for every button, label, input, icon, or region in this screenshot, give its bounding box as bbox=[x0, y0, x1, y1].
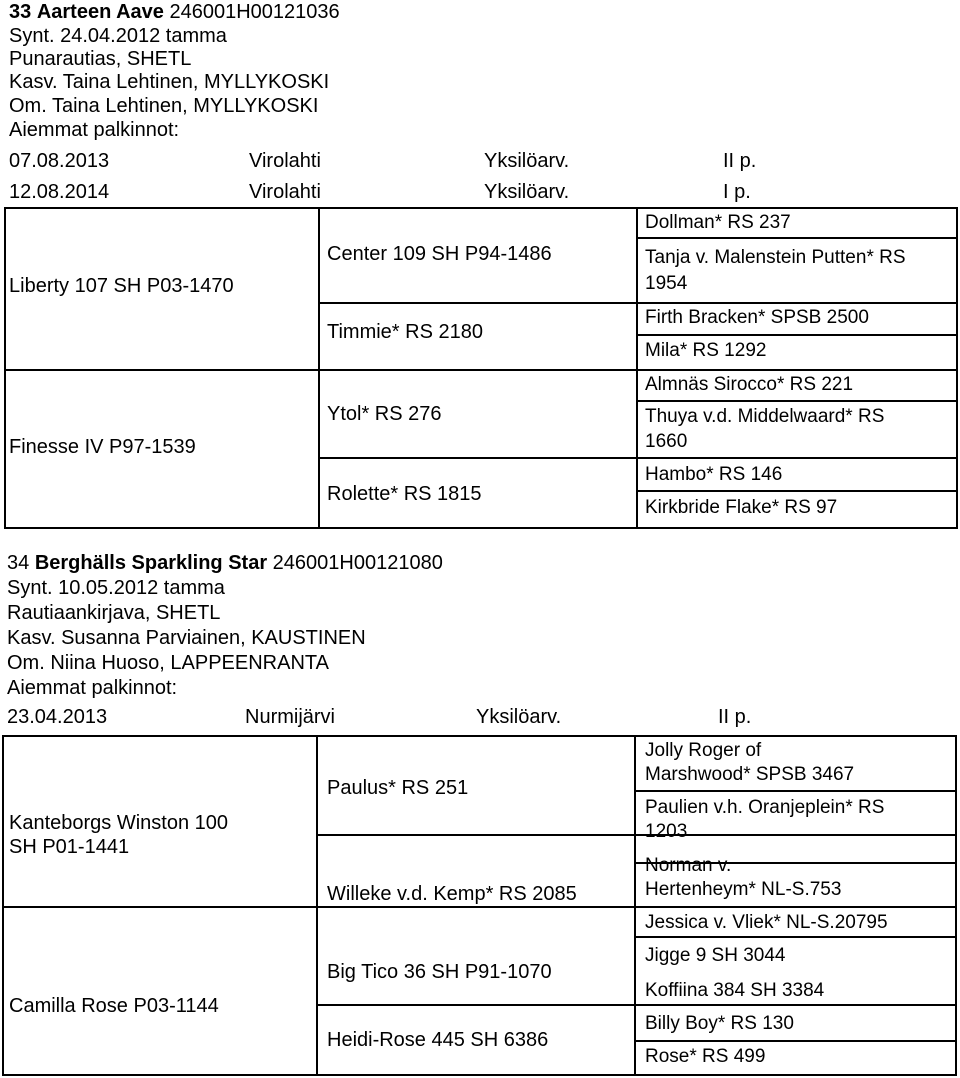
pedigree-sire: Kanteborgs Winston 100 bbox=[9, 812, 229, 834]
divider bbox=[634, 790, 957, 792]
award-class: Yksilöarv. bbox=[476, 706, 562, 728]
horse-name: Aarteen Aave bbox=[36, 1, 164, 23]
pedigree-ddd: Rose* RS 499 bbox=[645, 1046, 766, 1067]
divider bbox=[318, 457, 958, 459]
award-place: Virolahti bbox=[249, 150, 321, 172]
pedigree-dds: Billy Boy* RS 130 bbox=[645, 1013, 794, 1034]
pedigree-ds: Big Tico 36 SH P91-1070 bbox=[327, 961, 552, 983]
divider bbox=[636, 400, 958, 402]
pedigree-ssd: 1954 bbox=[645, 273, 688, 294]
award-date: 23.04.2013 bbox=[7, 706, 108, 728]
divider bbox=[318, 302, 958, 304]
entry-heading bbox=[9, 2, 340, 22]
previous-awards-label: Aiemmat palkinnot: bbox=[7, 677, 178, 699]
award-prize: II p. bbox=[723, 150, 757, 172]
divider bbox=[636, 237, 958, 239]
award-class: Yksilöarv. bbox=[484, 150, 570, 172]
pedigree-sd: Willeke v.d. Kemp* RS 2085 bbox=[327, 883, 577, 905]
award-class: Yksilöarv. bbox=[484, 181, 570, 203]
pedigree-sire: SH P01-1441 bbox=[9, 836, 130, 858]
divider bbox=[636, 334, 958, 336]
breeder: Kasv. Susanna Parviainen, KAUSTINEN bbox=[7, 627, 366, 649]
pedigree-dam: Finesse IV P97-1539 bbox=[9, 436, 196, 458]
award-place: Nurmijärvi bbox=[245, 706, 335, 728]
divider bbox=[318, 207, 320, 529]
pedigree-dss: Almnäs Sirocco* RS 221 bbox=[645, 374, 854, 395]
pedigree-ss: Paulus* RS 251 bbox=[327, 777, 469, 799]
pedigree-dss: Jigge 9 SH 3044 bbox=[645, 945, 786, 966]
pedigree-sdd: Jessica v. Vliek* NL-S.20795 bbox=[645, 912, 888, 933]
pedigree-ds: Ytol* RS 276 bbox=[327, 403, 442, 425]
previous-awards-label: Aiemmat palkinnot: bbox=[9, 119, 180, 141]
award-prize: I p. bbox=[723, 181, 751, 203]
pedigree-ddd: Kirkbride Flake* RS 97 bbox=[645, 497, 838, 518]
divider bbox=[634, 1040, 957, 1042]
divider bbox=[316, 834, 957, 836]
award-prize: II p. bbox=[718, 706, 752, 728]
owner: Om. Taina Lehtinen, MYLLYKOSKI bbox=[9, 95, 319, 117]
pedigree-dsd: 1660 bbox=[645, 431, 688, 452]
pedigree-dsd: Thuya v.d. Middelwaard* RS bbox=[645, 406, 885, 427]
birth-info: Synt. 10.05.2012 tamma bbox=[7, 577, 225, 599]
award-date: 07.08.2013 bbox=[9, 150, 110, 172]
pedigree-sss: Dollman* RS 237 bbox=[645, 212, 791, 233]
award-date: 12.08.2014 bbox=[9, 181, 110, 203]
pedigree-sds: Hertenheym* NL-S.753 bbox=[645, 879, 842, 900]
pedigree-ssd: Tanja v. Malenstein Putten* RS bbox=[645, 247, 906, 268]
divider bbox=[2, 906, 957, 908]
divider bbox=[634, 936, 957, 938]
registration-number: 246001H00121036 bbox=[169, 1, 340, 23]
award-place: Virolahti bbox=[249, 181, 321, 203]
pedigree-ssd: Paulien v.h. Oranjeplein* RS bbox=[645, 797, 885, 818]
entry-number: 34 bbox=[7, 552, 30, 574]
color-breed: Punarautias, SHETL bbox=[9, 48, 192, 70]
entry-heading bbox=[7, 553, 443, 573]
pedigree-dd: Heidi-Rose 445 SH 6386 bbox=[327, 1029, 549, 1051]
pedigree-sds: Firth Bracken* SPSB 2500 bbox=[645, 307, 869, 328]
divider bbox=[316, 1004, 957, 1006]
pedigree-sds: Norman v. bbox=[645, 855, 732, 876]
pedigree-sss: Marshwood* SPSB 3467 bbox=[645, 764, 855, 785]
entry-number: 33 bbox=[9, 1, 32, 23]
pedigree-dsd: Koffiina 384 SH 3384 bbox=[645, 980, 825, 1001]
registration-number: 246001H00121080 bbox=[272, 552, 443, 574]
divider bbox=[636, 207, 638, 529]
pedigree-sss: Jolly Roger of bbox=[645, 740, 762, 761]
pedigree-sdd: Mila* RS 1292 bbox=[645, 340, 767, 361]
divider bbox=[4, 369, 958, 371]
breeder: Kasv. Taina Lehtinen, MYLLYKOSKI bbox=[9, 71, 330, 93]
color-breed: Rautiaankirjava, SHETL bbox=[7, 602, 221, 624]
pedigree-dam: Camilla Rose P03-1144 bbox=[9, 995, 219, 1017]
horse-name: Berghälls Sparkling Star bbox=[34, 552, 268, 574]
divider bbox=[636, 490, 958, 492]
pedigree-ss: Center 109 SH P94-1486 bbox=[327, 243, 552, 265]
pedigree-ssd: 1203 bbox=[645, 821, 688, 842]
pedigree-dd: Rolette* RS 1815 bbox=[327, 483, 482, 505]
pedigree-sire: Liberty 107 SH P03-1470 bbox=[9, 275, 234, 297]
owner: Om. Niina Huoso, LAPPEENRANTA bbox=[7, 652, 329, 674]
pedigree-sd: Timmie* RS 2180 bbox=[327, 321, 483, 343]
pedigree-dds: Hambo* RS 146 bbox=[645, 464, 783, 485]
birth-info: Synt. 24.04.2012 tamma bbox=[9, 25, 227, 47]
